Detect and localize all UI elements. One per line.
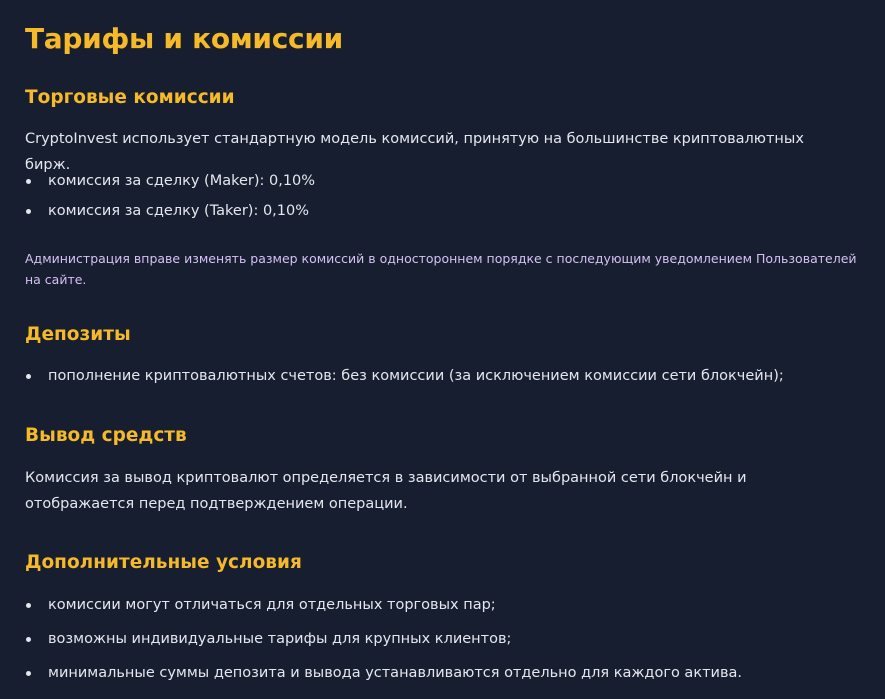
list-item-deposit-fee: пополнение криптовалютных счетов: без комиссии (за исключением комиссии сети блокчейн); (25, 366, 865, 386)
withdrawal-text: Комиссия за вывод криптовалют определяется в зависимости от выбранной сети блокчейн и отображается перед подтверждением операции. (25, 470, 747, 512)
list-item-individual-tariffs: возможны индивидуальные тарифы для крупных клиентов; (25, 629, 865, 649)
section-heading-additional: Дополнительные условия (25, 552, 302, 573)
section-heading-withdrawal: Вывод средств (25, 425, 187, 446)
trading-intro: CryptoInvest использует стандартную модель комиссий, принятую на большинстве криптовалютных бирж. (25, 131, 804, 173)
list-item-pair-fees: комиссии могут отличаться для отдельных торговых пар; (25, 595, 865, 615)
section-heading-deposits: Депозиты (25, 324, 131, 345)
trading-fee-note: Администрация вправе изменять размер комиссий в одностороннем порядке с последующим уведомлением Пользователей на сайте. (25, 251, 857, 287)
additional-conditions-list (25, 595, 865, 683)
page-title: Тарифы и комиссии (25, 22, 343, 55)
section-heading-trading: Торговые комиссии (25, 87, 235, 108)
deposits-list (25, 366, 865, 386)
list-item-maker-fee: комиссия за сделку (Maker): 0,10% (25, 171, 865, 191)
list-item-taker-fee: комиссия за сделку (Taker): 0,10% (25, 201, 865, 221)
trading-fee-list (25, 171, 865, 221)
list-item-min-amounts: минимальные суммы депозита и вывода устанавливаются отдельно для каждого актива. (25, 663, 865, 683)
